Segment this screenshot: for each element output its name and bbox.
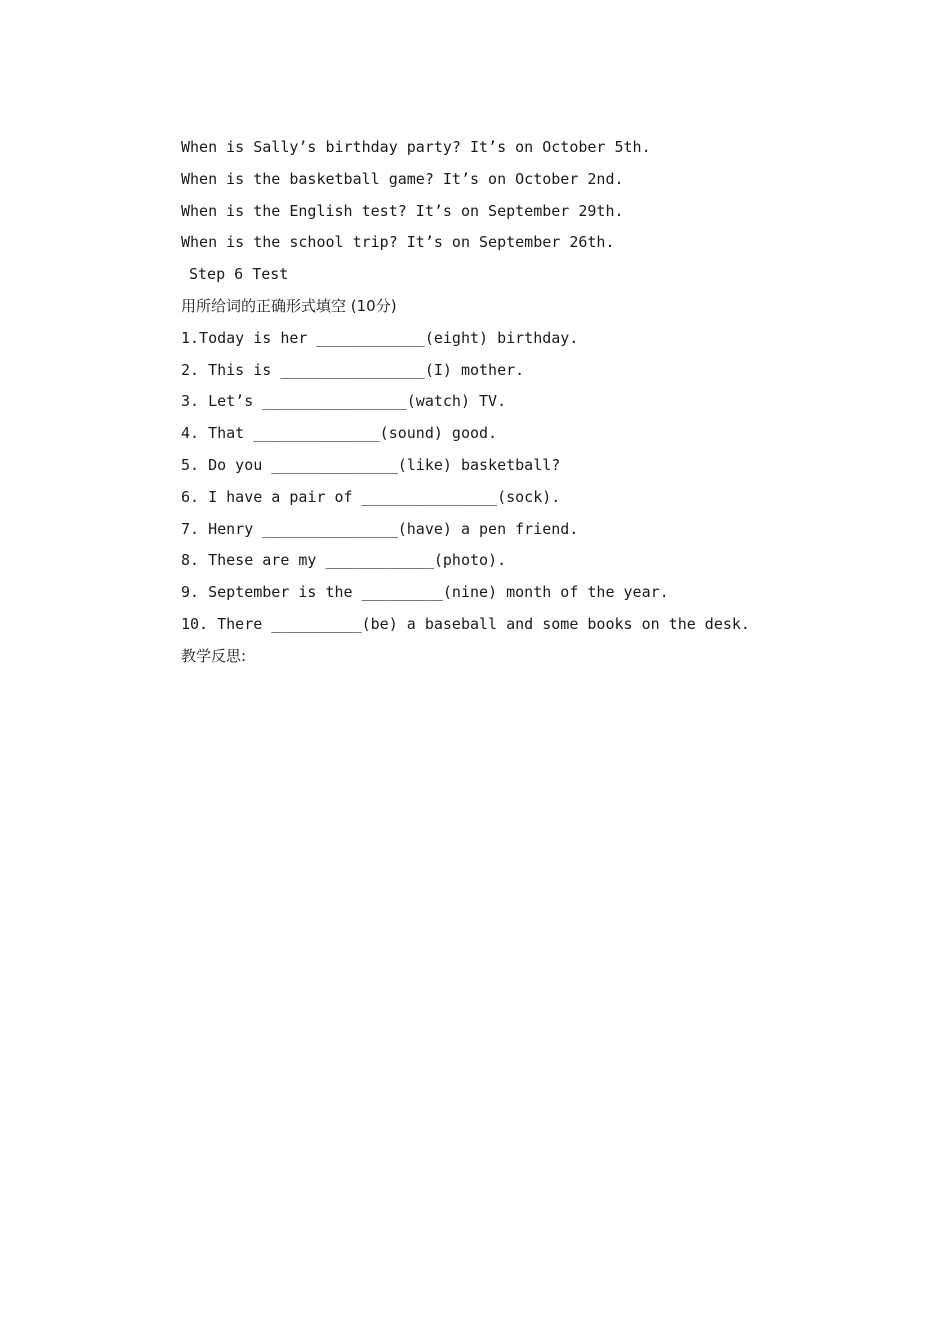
dialogue-line-2: When is the basketball game? It’s on October 2nd. <box>181 169 624 188</box>
exercise-item-8: 8. These are my ____________(photo). <box>181 551 507 570</box>
dialogue-line-3: When is the English test? It’s on September 29th. <box>181 201 624 220</box>
exercise-item-1: 1.Today is her ____________(eight) birthday. <box>181 328 579 347</box>
exercise-item-2: 2. This is ________________(I) mother. <box>181 360 525 379</box>
exercise-item-10: 10. There __________(be) a baseball and some books on the desk. <box>181 614 750 633</box>
document-body <box>181 132 881 673</box>
exercise-item-3: 3. Let’s ________________(watch) TV. <box>181 392 507 411</box>
dialogue-line-4: When is the school trip? It’s on September 26th. <box>181 233 615 252</box>
teaching-reflection-label: 教学反思: <box>181 646 247 665</box>
exercise-item-5: 5. Do you ______________(like) basketball? <box>181 455 561 474</box>
exercise-item-4: 4. That ______________(sound) good. <box>181 424 498 443</box>
exercise-item-9: 9. September is the _________(nine) month of the year. <box>181 583 669 602</box>
exercise-instruction: 用所给词的正确形式填空 (10分) <box>181 296 397 315</box>
exercise-item-6: 6. I have a pair of _______________(sock). <box>181 487 561 506</box>
exercise-item-7: 7. Henry _______________(have) a pen friend. <box>181 519 579 538</box>
dialogue-line-1: When is Sally’s birthday party? It’s on October 5th. <box>181 138 651 156</box>
step-heading: Step 6 Test <box>189 265 289 284</box>
